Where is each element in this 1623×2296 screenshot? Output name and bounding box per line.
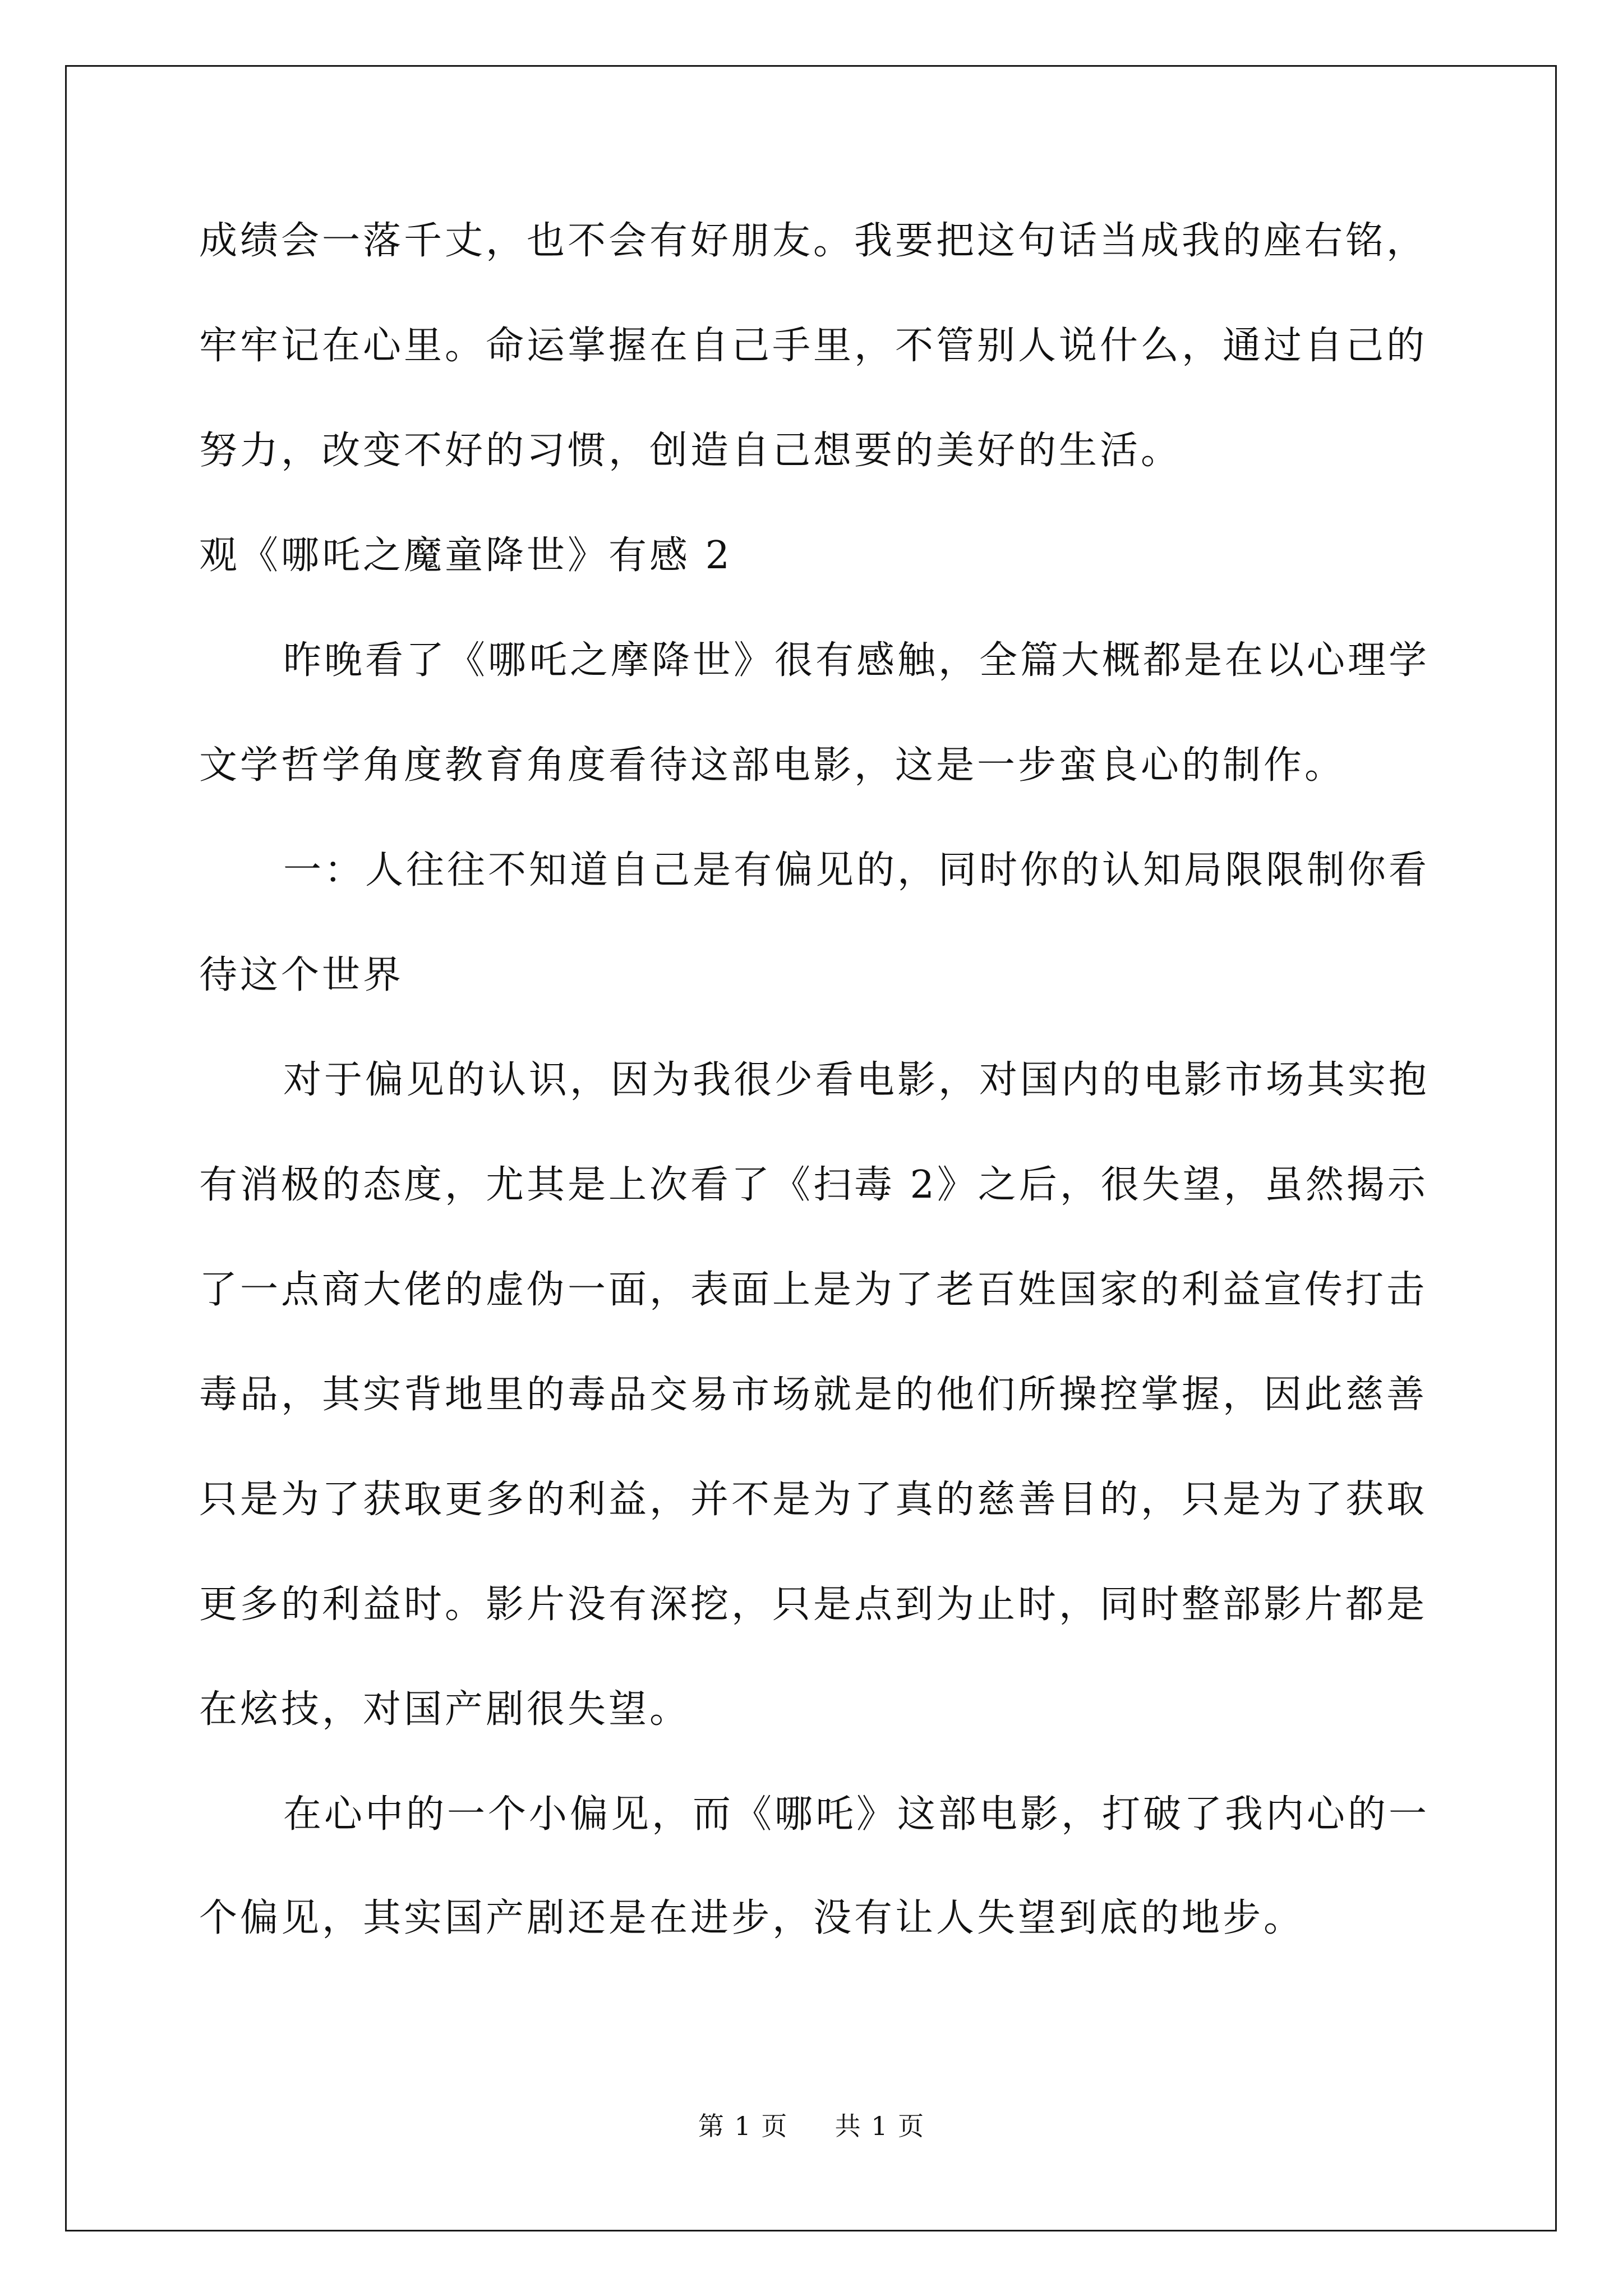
text-line: 一：人往往不知道自己是有偏见的，同时你的认知局限限制你看 bbox=[283, 848, 1430, 892]
page-number: 第 1 页 bbox=[698, 2111, 789, 2141]
text-line: 昨晚看了《哪吒之摩降世》很有感触，全篇大概都是在以心理学 bbox=[283, 638, 1430, 683]
text-line: 只是为了获取更多的利益，并不是为了真的慈善目的，只是为了获取 bbox=[199, 1478, 1428, 1522]
text-line: 成绩会一落千丈，也不会有好朋友。我要把这句话当成我的座右铭， bbox=[199, 219, 1428, 263]
text-line: 个偏见，其实国产剧还是在进步，没有让人失望到底的地步。 bbox=[199, 1896, 1305, 1940]
text-line: 文学哲学角度教育角度看待这部电影，这是一步蛮良心的制作。 bbox=[199, 743, 1346, 788]
text-line: 努力，改变不好的习惯，创造自己想要的美好的生活。 bbox=[199, 429, 1182, 473]
page-footer bbox=[0, 2109, 1623, 2143]
page-total: 共 1 页 bbox=[834, 2111, 925, 2141]
text-line: 待这个世界 bbox=[199, 953, 404, 997]
document-body bbox=[199, 196, 1433, 1963]
text-line: 在炫技，对国产剧很失望。 bbox=[199, 1687, 691, 1732]
text-line: 牢牢记在心里。命运掌握在自己手里，不管别人说什么，通过自己的 bbox=[199, 324, 1428, 368]
text-line: 了一点商大佬的虚伪一面，表面上是为了老百姓国家的利益宣传打击 bbox=[199, 1268, 1428, 1312]
text-line: 有消极的态度，尤其是上次看了《扫毒 2》之后，很失望，虽然揭示 bbox=[199, 1163, 1428, 1207]
text-line: 在心中的一个小偏见，而《哪吒》这部电影，打破了我内心的一 bbox=[283, 1792, 1430, 1837]
text-line: 更多的利益时。影片没有深挖，只是点到为止时，同时整部影片都是 bbox=[199, 1582, 1428, 1627]
text-line: 对于偏见的认识，因为我很少看电影，对国内的电影市场其实抱 bbox=[283, 1058, 1430, 1102]
text-line: 毒品，其实背地里的毒品交易市场就是的他们所操控掌握，因此慈善 bbox=[199, 1373, 1428, 1417]
section-heading: 观《哪吒之魔童降世》有感 2 bbox=[199, 533, 732, 578]
